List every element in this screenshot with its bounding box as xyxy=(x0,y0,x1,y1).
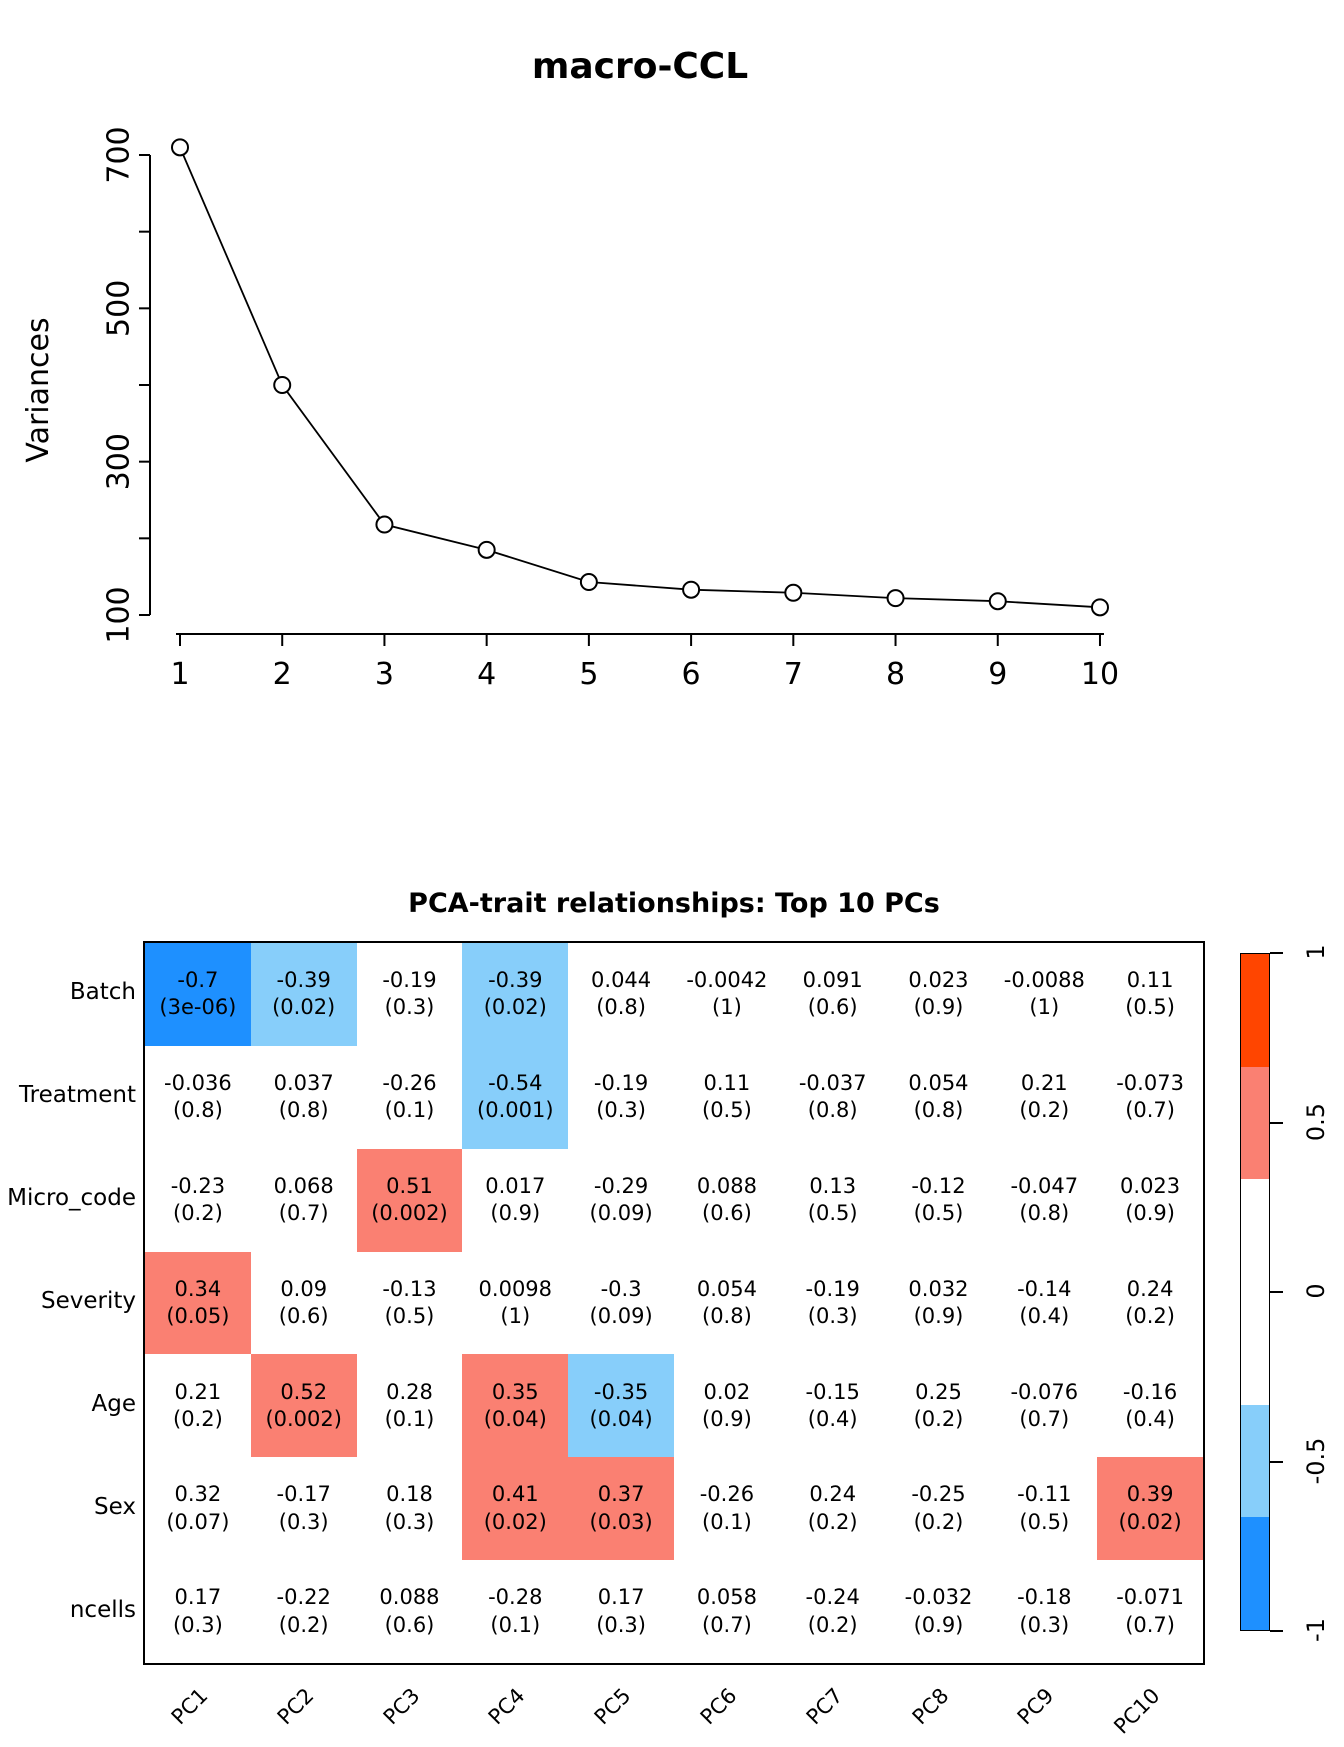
heatmap-cell xyxy=(674,1560,780,1663)
cell-p-value: (0.3) xyxy=(596,1612,646,1637)
cell-p-value: (0.6) xyxy=(807,995,858,1020)
colorbar-tick-label: -1 xyxy=(1302,1618,1330,1642)
cell-p-value: (0.3) xyxy=(1019,1612,1070,1637)
x-tick-label: 2 xyxy=(272,657,292,692)
cell-p-value: (0.02) xyxy=(1118,1509,1182,1534)
cell-p-value: (0.5) xyxy=(1125,995,1175,1020)
heatmap-cell xyxy=(674,943,780,1046)
heatmap-title: PCA-trait relationships: Top 10 PCs xyxy=(408,888,940,919)
cell-p-value: (0.8) xyxy=(1019,1201,1070,1226)
x-tick-label: 1 xyxy=(170,657,190,692)
cell-correlation-value: -0.036 xyxy=(164,1070,232,1095)
cell-p-value: (0.4) xyxy=(1019,1303,1070,1328)
cell-correlation-value: -0.35 xyxy=(593,1379,649,1404)
cell-correlation-value: -0.19 xyxy=(593,1070,649,1095)
x-tick-label: 8 xyxy=(885,657,906,692)
heatmap-cell xyxy=(991,1560,1097,1663)
y-tick-label: 300 xyxy=(101,433,137,491)
cell-correlation-value: 0.25 xyxy=(915,1379,962,1404)
cell-p-value: (0.8) xyxy=(807,1098,858,1123)
cell-correlation-value: -0.037 xyxy=(798,1070,867,1095)
heatmap-cell xyxy=(780,1252,886,1355)
x-tick-label: 3 xyxy=(374,657,394,692)
cell-p-value: (0.9) xyxy=(1125,1201,1175,1226)
col-label-pc7: PC7 xyxy=(801,1683,848,1730)
col-label-pc9: PC9 xyxy=(1013,1683,1059,1730)
cell-p-value: (0.2) xyxy=(1019,1098,1070,1123)
cell-correlation-value: -0.16 xyxy=(1122,1379,1178,1404)
heatmap-cell xyxy=(886,1560,992,1663)
cell-correlation-value: -0.25 xyxy=(911,1482,966,1507)
heatmap-cell xyxy=(568,1149,674,1252)
cell-correlation-value: 0.058 xyxy=(696,1585,757,1610)
cell-p-value: (0.1) xyxy=(702,1509,752,1534)
cell-p-value: (0.8) xyxy=(913,1098,964,1123)
cell-correlation-value: 0.054 xyxy=(908,1070,969,1095)
col-label-pc8: PC8 xyxy=(907,1683,953,1730)
heatmap-cell xyxy=(145,943,251,1046)
cell-p-value: (0.2) xyxy=(173,1201,223,1226)
cell-p-value: (0.9) xyxy=(702,1406,752,1431)
heatmap-cell xyxy=(1097,943,1203,1046)
heatmap-cell xyxy=(1097,1560,1203,1663)
scree-point xyxy=(888,590,904,606)
cell-p-value: (0.9) xyxy=(913,1612,964,1637)
heatmap-cell xyxy=(1097,1252,1203,1355)
cell-p-value: (0.8) xyxy=(596,995,646,1020)
heatmap-cell xyxy=(886,1457,992,1560)
cell-correlation-value: -0.7 xyxy=(177,968,219,993)
row-label-ncells: ncells xyxy=(69,1596,136,1623)
cell-correlation-value: 0.24 xyxy=(809,1482,857,1507)
heatmap-cell xyxy=(780,1149,886,1252)
cell-correlation-value: -0.24 xyxy=(805,1585,860,1610)
cell-correlation-value: 0.37 xyxy=(597,1482,645,1507)
y-tick-label: 100 xyxy=(101,586,137,644)
col-label-pc4: PC4 xyxy=(484,1683,530,1730)
cell-correlation-value: -0.18 xyxy=(1017,1585,1072,1610)
cell-correlation-value: -0.26 xyxy=(382,1070,437,1095)
heatmap-grid xyxy=(143,941,1205,1665)
cell-correlation-value: 0.023 xyxy=(908,968,969,993)
colorbar-tick xyxy=(1270,1630,1283,1632)
col-label-pc2: PC2 xyxy=(272,1683,319,1730)
row-label-age: Age xyxy=(91,1390,136,1417)
cell-correlation-value: -0.073 xyxy=(1116,1070,1184,1095)
cell-p-value: (1) xyxy=(500,1303,531,1328)
cell-correlation-value: -0.19 xyxy=(805,1276,860,1301)
cell-correlation-value: 0.068 xyxy=(273,1173,334,1198)
cell-correlation-value: -0.29 xyxy=(593,1173,649,1198)
heatmap-cell xyxy=(991,1149,1097,1252)
cell-correlation-value: -0.26 xyxy=(699,1482,755,1507)
scree-y-axis-label: Variances xyxy=(21,317,56,463)
cell-correlation-value: 0.35 xyxy=(491,1379,539,1404)
scree-line xyxy=(180,147,1100,607)
scree-plot xyxy=(0,0,1344,780)
heatmap-cell xyxy=(886,1252,992,1355)
heatmap-cell xyxy=(251,943,357,1046)
cell-correlation-value: 0.51 xyxy=(386,1173,433,1198)
cell-correlation-value: 0.34 xyxy=(174,1276,222,1301)
cell-p-value: (0.1) xyxy=(490,1612,541,1637)
cell-p-value: (1) xyxy=(1029,995,1060,1020)
cell-p-value: (0.9) xyxy=(913,1303,964,1328)
colorbar xyxy=(1240,953,1270,1631)
heatmap-cell xyxy=(357,1354,463,1457)
cell-correlation-value: 0.17 xyxy=(174,1585,222,1610)
heatmap-cell xyxy=(1097,1149,1203,1252)
cell-correlation-value: -0.0042 xyxy=(686,968,768,993)
heatmap-cell xyxy=(674,1252,780,1355)
y-tick-label: 500 xyxy=(101,279,137,337)
heatmap-cell xyxy=(991,1046,1097,1149)
cell-correlation-value: 0.09 xyxy=(280,1276,328,1301)
cell-p-value: (0.6) xyxy=(702,1201,752,1226)
cell-p-value: (0.09) xyxy=(589,1303,653,1328)
cell-correlation-value: 0.044 xyxy=(591,968,652,993)
heatmap-cell xyxy=(145,1560,251,1663)
cell-correlation-value: 0.023 xyxy=(1120,1173,1181,1198)
row-label-micro_code: Micro_code xyxy=(7,1185,136,1212)
col-label-pc3: PC3 xyxy=(378,1683,424,1730)
heatmap-cell xyxy=(251,1252,357,1355)
cell-p-value: (0.5) xyxy=(1019,1509,1070,1534)
cell-p-value: (0.02) xyxy=(483,995,547,1020)
heatmap-cell xyxy=(674,1354,780,1457)
cell-p-value: (0.3) xyxy=(384,1509,435,1534)
x-tick-label: 6 xyxy=(681,657,701,692)
cell-p-value: (0.7) xyxy=(278,1201,329,1226)
heatmap-cell xyxy=(462,1560,568,1663)
cell-p-value: (0.05) xyxy=(166,1303,230,1328)
cell-p-value: (0.3) xyxy=(278,1509,329,1534)
heatmap-cell xyxy=(674,1046,780,1149)
colorbar-segment-light-negative xyxy=(1241,1405,1269,1518)
heatmap-cell xyxy=(251,1149,357,1252)
heatmap-cell xyxy=(886,943,992,1046)
heatmap-cell xyxy=(357,1046,463,1149)
cell-p-value: (0.1) xyxy=(384,1098,435,1123)
cell-p-value: (0.2) xyxy=(807,1509,858,1534)
cell-correlation-value: 0.11 xyxy=(1126,968,1174,993)
row-label-batch: Batch xyxy=(69,979,136,1006)
colorbar-tick xyxy=(1270,1122,1283,1124)
heatmap-cell xyxy=(145,1457,251,1560)
cell-correlation-value: 0.091 xyxy=(802,968,863,993)
heatmap-cell xyxy=(780,1046,886,1149)
heatmap-cell xyxy=(991,1354,1097,1457)
cell-correlation-value: 0.39 xyxy=(1126,1482,1174,1507)
cell-correlation-value: -0.23 xyxy=(170,1173,226,1198)
cell-correlation-value: -0.54 xyxy=(488,1070,543,1095)
cell-correlation-value: 0.0098 xyxy=(478,1276,553,1301)
cell-correlation-value: 0.017 xyxy=(485,1173,546,1198)
cell-p-value: (0.4) xyxy=(1125,1406,1175,1431)
cell-p-value: (0.7) xyxy=(702,1612,752,1637)
heatmap-cell xyxy=(568,1457,674,1560)
x-tick-label: 5 xyxy=(579,657,599,692)
colorbar-tick xyxy=(1270,952,1283,954)
cell-p-value: (0.2) xyxy=(278,1612,329,1637)
cell-correlation-value: 0.088 xyxy=(379,1585,440,1610)
colorbar-segment-neutral xyxy=(1241,1179,1269,1404)
x-tick-label: 4 xyxy=(477,657,497,692)
cell-correlation-value: -0.17 xyxy=(276,1482,331,1507)
colorbar-segment-strong-negative xyxy=(1241,1517,1269,1630)
cell-p-value: (0.8) xyxy=(278,1098,329,1123)
heatmap-cell xyxy=(462,1252,568,1355)
cell-p-value: (0.7) xyxy=(1019,1406,1070,1431)
col-label-pc6: PC6 xyxy=(695,1683,742,1730)
cell-p-value: (0.002) xyxy=(265,1406,342,1431)
cell-p-value: (0.6) xyxy=(384,1612,435,1637)
heatmap-cell xyxy=(357,1560,463,1663)
cell-p-value: (0.09) xyxy=(589,1201,653,1226)
cell-p-value: (0.3) xyxy=(807,1303,858,1328)
cell-correlation-value: 0.088 xyxy=(696,1173,757,1198)
cell-p-value: (0.8) xyxy=(702,1303,752,1328)
cell-correlation-value: -0.22 xyxy=(276,1585,331,1610)
col-label-pc5: PC5 xyxy=(589,1683,636,1730)
cell-p-value: (0.9) xyxy=(913,995,964,1020)
heatmap-cell xyxy=(568,1560,674,1663)
heatmap-cell xyxy=(462,943,568,1046)
y-tick-label: 700 xyxy=(101,126,137,184)
colorbar-tick-label: 1 xyxy=(1302,944,1330,960)
heatmap-cell xyxy=(251,1457,357,1560)
heatmap-cell xyxy=(251,1560,357,1663)
scree-title: macro-CCL xyxy=(531,46,749,87)
cell-p-value: (0.7) xyxy=(1125,1098,1175,1123)
cell-p-value: (0.3) xyxy=(173,1612,223,1637)
heatmap-cell xyxy=(991,1457,1097,1560)
cell-p-value: (0.5) xyxy=(807,1201,858,1226)
row-label-severity: Severity xyxy=(41,1288,136,1314)
scree-point xyxy=(990,593,1006,609)
heatmap-cell xyxy=(462,1457,568,1560)
col-label-pc1: PC1 xyxy=(166,1683,213,1730)
cell-correlation-value: 0.17 xyxy=(597,1585,645,1610)
row-label-treatment: Treatment xyxy=(18,1082,136,1109)
cell-correlation-value: -0.19 xyxy=(382,968,437,993)
heatmap-cell xyxy=(357,1149,463,1252)
colorbar-tick xyxy=(1270,1291,1283,1293)
cell-p-value: (0.7) xyxy=(1125,1612,1175,1637)
cell-correlation-value: -0.3 xyxy=(600,1276,642,1301)
cell-p-value: (0.3) xyxy=(384,995,435,1020)
cell-correlation-value: 0.037 xyxy=(273,1070,334,1095)
heatmap-cell xyxy=(251,1354,357,1457)
heatmap-cell xyxy=(1097,1046,1203,1149)
cell-p-value: (0.07) xyxy=(166,1509,230,1534)
cell-p-value: (0.5) xyxy=(702,1098,752,1123)
cell-correlation-value: 0.24 xyxy=(1126,1276,1174,1301)
heatmap-cell xyxy=(357,943,463,1046)
col-label-pc10: PC10 xyxy=(1109,1683,1165,1739)
cell-correlation-value: 0.18 xyxy=(386,1482,433,1507)
cell-p-value: (0.04) xyxy=(589,1406,653,1431)
heatmap-cell xyxy=(886,1046,992,1149)
cell-correlation-value: 0.032 xyxy=(908,1276,969,1301)
heatmap-cell xyxy=(357,1457,463,1560)
heatmap-cell xyxy=(357,1252,463,1355)
heatmap-cell xyxy=(462,1149,568,1252)
x-tick-label: 10 xyxy=(1080,657,1120,692)
scree-point xyxy=(683,582,699,598)
cell-correlation-value: 0.21 xyxy=(1020,1070,1068,1095)
cell-correlation-value: -0.13 xyxy=(382,1276,437,1301)
cell-correlation-value: 0.13 xyxy=(809,1173,857,1198)
scree-point xyxy=(274,377,290,393)
scree-point xyxy=(581,574,597,590)
heatmap-cell xyxy=(251,1046,357,1149)
colorbar-segment-light-positive xyxy=(1241,1067,1269,1180)
heatmap-cell xyxy=(568,943,674,1046)
cell-p-value: (0.04) xyxy=(483,1406,547,1431)
heatmap-cell xyxy=(568,1046,674,1149)
heatmap-cell xyxy=(886,1149,992,1252)
row-label-sex: Sex xyxy=(94,1493,136,1520)
heatmap-cell xyxy=(1097,1354,1203,1457)
heatmap-cell xyxy=(145,1252,251,1355)
colorbar-tick-label: 0 xyxy=(1302,1283,1330,1299)
cell-correlation-value: 0.52 xyxy=(280,1379,328,1404)
cell-correlation-value: -0.28 xyxy=(488,1585,543,1610)
heatmap-cell xyxy=(568,1354,674,1457)
heatmap-cell xyxy=(145,1354,251,1457)
cell-p-value: (1) xyxy=(712,995,742,1020)
heatmap-cell xyxy=(991,943,1097,1046)
x-tick-label: 9 xyxy=(988,657,1008,692)
cell-p-value: (0.02) xyxy=(483,1509,547,1534)
colorbar-tick-label: -0.5 xyxy=(1302,1437,1330,1484)
cell-p-value: (0.5) xyxy=(913,1201,964,1226)
cell-p-value: (0.9) xyxy=(490,1201,541,1226)
cell-p-value: (0.6) xyxy=(278,1303,329,1328)
heatmap-cell xyxy=(145,1046,251,1149)
cell-p-value: (0.2) xyxy=(1125,1303,1175,1328)
cell-correlation-value: -0.076 xyxy=(1010,1379,1079,1404)
heatmap-cell xyxy=(674,1149,780,1252)
heatmap-cell xyxy=(780,1560,886,1663)
cell-correlation-value: 0.02 xyxy=(703,1379,751,1404)
cell-correlation-value: 0.21 xyxy=(174,1379,222,1404)
cell-correlation-value: 0.32 xyxy=(174,1482,222,1507)
cell-correlation-value: -0.047 xyxy=(1010,1173,1079,1198)
cell-p-value: (0.001) xyxy=(477,1098,554,1123)
scree-point xyxy=(785,585,801,601)
cell-p-value: (0.8) xyxy=(173,1098,223,1123)
heatmap-cell xyxy=(145,1149,251,1252)
scree-point xyxy=(1092,599,1108,615)
scree-point xyxy=(172,139,188,155)
cell-correlation-value: -0.0088 xyxy=(1003,968,1085,993)
heatmap-cell xyxy=(780,1457,886,1560)
cell-correlation-value: -0.39 xyxy=(276,968,331,993)
cell-p-value: (0.2) xyxy=(913,1509,964,1534)
cell-correlation-value: -0.11 xyxy=(1017,1482,1072,1507)
scree-point xyxy=(376,517,392,533)
cell-correlation-value: -0.12 xyxy=(911,1173,966,1198)
cell-correlation-value: -0.14 xyxy=(1017,1276,1072,1301)
cell-p-value: (3e-06) xyxy=(159,995,237,1020)
cell-correlation-value: 0.11 xyxy=(703,1070,751,1095)
cell-p-value: (0.2) xyxy=(173,1406,223,1431)
cell-p-value: (0.002) xyxy=(371,1201,448,1226)
heatmap-cell xyxy=(780,1354,886,1457)
colorbar-segment-strong-positive xyxy=(1241,954,1269,1067)
cell-correlation-value: -0.39 xyxy=(488,968,543,993)
cell-correlation-value: 0.41 xyxy=(491,1482,539,1507)
cell-p-value: (0.5) xyxy=(384,1303,435,1328)
heatmap-cell xyxy=(568,1252,674,1355)
x-tick-label: 7 xyxy=(783,657,803,692)
cell-correlation-value: 0.28 xyxy=(386,1379,433,1404)
cell-correlation-value: -0.071 xyxy=(1116,1585,1184,1610)
colorbar-tick xyxy=(1270,1461,1283,1463)
heatmap-cell xyxy=(462,1046,568,1149)
heatmap-cell xyxy=(674,1457,780,1560)
cell-p-value: (0.4) xyxy=(807,1406,858,1431)
heatmap-cell xyxy=(462,1354,568,1457)
cell-p-value: (0.1) xyxy=(384,1406,435,1431)
cell-p-value: (0.3) xyxy=(596,1098,646,1123)
cell-p-value: (0.2) xyxy=(807,1612,858,1637)
heatmap-cell xyxy=(1097,1457,1203,1560)
cell-correlation-value: -0.032 xyxy=(904,1585,973,1610)
cell-p-value: (0.2) xyxy=(913,1406,964,1431)
heatmap-cell xyxy=(991,1252,1097,1355)
cell-p-value: (0.02) xyxy=(272,995,336,1020)
colorbar-tick-label: 0.5 xyxy=(1302,1102,1330,1141)
heatmap-cell xyxy=(886,1354,992,1457)
cell-correlation-value: 0.054 xyxy=(696,1276,757,1301)
scree-point xyxy=(479,542,495,558)
cell-correlation-value: -0.15 xyxy=(805,1379,860,1404)
cell-p-value: (0.03) xyxy=(589,1509,653,1534)
heatmap-cell xyxy=(780,943,886,1046)
